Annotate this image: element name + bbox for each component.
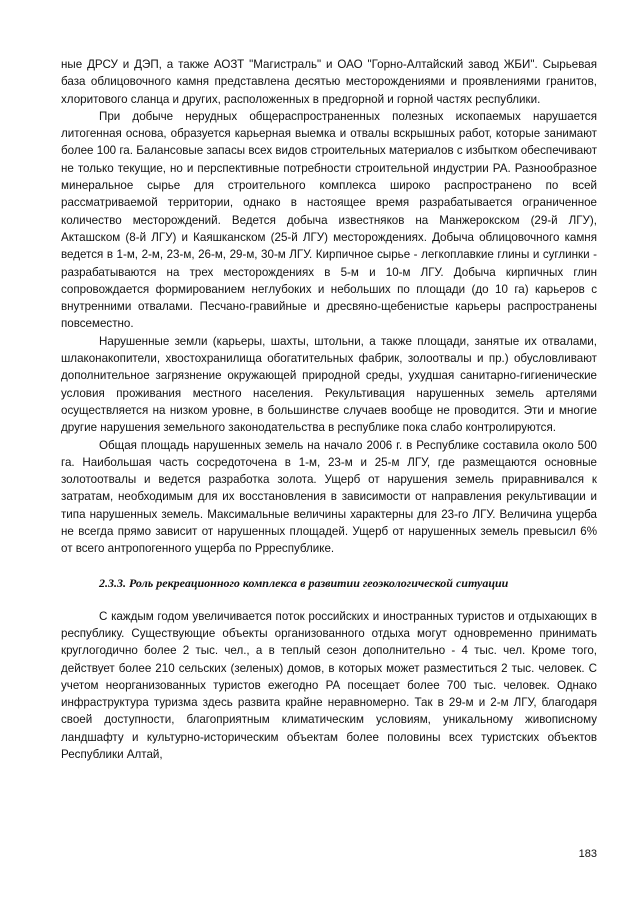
section-heading: 2.3.3. Роль рекреационного комплекса в развитии геоэкологической ситуации — [99, 575, 509, 590]
page-number: 183 — [578, 848, 597, 860]
paragraph-mining-impact: При добыче нерудных общераспространенных полезных ископаемых нарушается литогенная основа, образуется карьерная выемка и отвалы вскрышных работ, которые занимают более 100 га. Балансовые запасы всех видов строительных материалов с избытком обеспечивают не только текущие, но и перспективные потребности строительной индустрии РА. Разнообразное минеральное сырье для строительного комплекса широко распространено по всей рассматриваемой территории, однако в настоящее время разрабатывается ограниченное количество месторождений. Ведется добыча известняков на Манжерокском (29-й ЛГУ), Акташском (8-й ЛГУ) и Каяшканском (25-й ЛГУ) месторождениях. Добыча облицовочного камня ведется в 1-м, 2-м, 23-м, 26-м, 29-м, 30-м ЛГУ. Кирпичное сырье - легкоплавкие глины и суглинки - разрабатываются на трех месторождениях в 5-м и 10-м ЛГУ. Добыча кирпичных глин сопровождается формированием неглубоких и небольших по площади (до 10 га) карьеров с внутренними отвалами. Песчано-гравийные и дресвяно-щебенистые карьеры распространены повсеместно. — [61, 109, 597, 331]
paragraph-damage-area: Общая площадь нарушенных земель на начало 2006 г. в Республике составила около 500 га. Наибольшая часть сосредоточена в 1-м, 23-м и 25-м ЛГУ, где размещаются основные золотоотвалы и ведется разработка золота. Ущерб от нарушения земель приравнивался к затратам, необходимым для их восстановления в зависимости от направления рекультивации и типа нарушенных земель. Максимальные величины характерны для 23-го ЛГУ. Величина ущерба не всегда прямо зависит от нарушенных площадей. Ущерб от нарушенных земель превысил 6% от всего антропогенного ущерба по Ррреспублике. — [61, 438, 597, 556]
paragraph-continuation: ные ДРСУ и ДЭП, а также АОЗТ "Магистраль" и ОАО "Горно-Алтайский завод ЖБИ". Сырьевая база облицовочного камня представлена десятью месторождениями и проявлениями гранитов, хлоритового сланца и других, расположенных в предгорной и горной частях республики. — [61, 58, 597, 106]
body-text — [61, 56, 597, 763]
paragraph-tourism: С каждым годом увеличивается поток российских и иностранных туристов и отдыхающих в республику. Существующие объекты организованного отдыха могут одновременно принимать круглогодично более 2 тыс. чел., а в теплый сезон дополнительно - 4 тыс. чел. Кроме того, действует более 210 сельских (зеленых) домов, в которых может разместиться 2 тыс. человек. С учетом неорганизованных туристов ежегодно РА посещает более 700 тыс. человек. Однако инфраструктура туризма здесь развита крайне неравномерно. Так в 29-м и 2-м ЛГУ, благодаря своей доступности, благоприятным климатическим условиям, уникальному живописному ландшафту и культурно-историческим объектам более половины всех туристских объектов Республики Алтай, — [61, 609, 597, 761]
paragraph-disturbed-lands: Нарушенные земли (карьеры, шахты, штольни, а также площади, занятые их отвалами, шлаконакопители, хвостохранилища обогатительных фабрик, золоотвалы и пр.) обусловливают дополнительное загрязнение окружающей природной среды, ухудшая санитарно-гигиенические условия проживания местного населения. Рекультивация нарушенных земель артелями осуществляется на низком уровне, в большинстве случаев вообще не проводится. Эти и многие другие нарушения земельного законодательства в республике пока слабо контролируются. — [61, 334, 597, 435]
